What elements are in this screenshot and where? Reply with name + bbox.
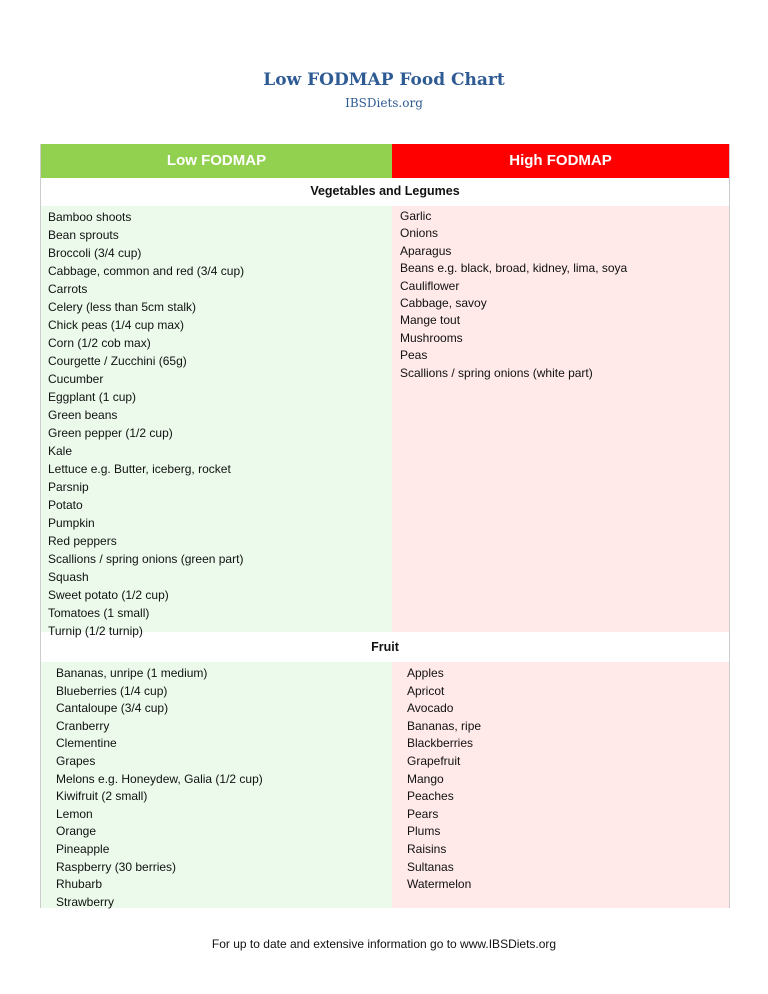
vegetables-low-list — [41, 206, 392, 638]
list-item: Aparagus — [400, 243, 452, 258]
list-item: Rhubarb — [56, 877, 103, 892]
list-item: Green beans — [48, 408, 118, 422]
page-subtitle: IBSDiets.org — [345, 96, 423, 110]
list-item: Pears — [407, 806, 439, 821]
list-item: Kale — [48, 444, 73, 458]
list-item: Garlic — [400, 209, 432, 223]
list-item: Clementine — [56, 736, 117, 751]
list-item: Kiwifruit (2 small) — [56, 789, 148, 804]
fruit-low-list — [41, 662, 392, 908]
list-item: Peaches — [407, 789, 454, 804]
list-item: Courgette / Zucchini (65g) — [48, 354, 187, 368]
list-item: Mange tout — [400, 313, 461, 328]
list-item: Turnip (1/2 turnip) — [48, 624, 143, 638]
list-item: Beans e.g. black, broad, kidney, lima, soya — [400, 261, 628, 276]
list-item: Cauliflower — [400, 278, 460, 293]
list-item: Peas — [400, 348, 428, 363]
low-fodmap-header: Low FODMAP — [41, 144, 392, 178]
list-item: Pineapple — [56, 841, 110, 856]
list-item: Sultanas — [407, 859, 454, 874]
list-item: Bamboo shoots — [48, 210, 132, 224]
list-item: Mango — [407, 771, 444, 786]
list-item: Avocado — [407, 701, 454, 716]
list-item: Corn (1/2 cob max) — [48, 336, 151, 350]
fruit-high-list — [392, 662, 729, 908]
list-item: Cucumber — [48, 372, 104, 386]
list-item: Cabbage, common and red (3/4 cup) — [48, 264, 245, 278]
list-item: Cabbage, savoy — [400, 296, 487, 311]
list-item: Parsnip — [48, 480, 89, 494]
list-item: Celery (less than 5cm stalk) — [48, 300, 197, 314]
list-item: Bean sprouts — [48, 228, 119, 242]
list-item: Raspberry (30 berries) — [56, 859, 177, 874]
list-item: Blackberries — [407, 736, 474, 751]
list-item: Scallions / spring onions (white part) — [400, 365, 593, 380]
fodmap-table — [40, 144, 730, 908]
list-item: Mushrooms — [400, 330, 463, 345]
list-item: Cranberry — [56, 718, 110, 733]
list-item: Tomatoes (1 small) — [48, 606, 150, 620]
list-item: Eggplant (1 cup) — [48, 390, 137, 404]
list-item: Bananas, unripe (1 medium) — [56, 666, 208, 680]
section-title-fruit: Fruit — [371, 640, 399, 654]
list-item: Strawberry — [56, 894, 115, 909]
list-item: Potato — [48, 498, 83, 512]
list-item: Melons e.g. Honeydew, Galia (1/2 cup) — [56, 771, 263, 786]
list-item: Watermelon — [407, 877, 472, 892]
list-item: Broccoli (3/4 cup) — [48, 246, 142, 260]
list-item: Lettuce e.g. Butter, iceberg, rocket — [48, 462, 231, 476]
list-item: Cantaloupe (3/4 cup) — [56, 701, 169, 716]
list-item: Grapefruit — [407, 753, 461, 768]
list-item: Grapes — [56, 753, 96, 768]
list-item: Blueberries (1/4 cup) — [56, 683, 168, 698]
list-item: Sweet potato (1/2 cup) — [48, 588, 169, 602]
footer-text: For up to date and extensive information go to www.IBSDiets.org — [211, 937, 557, 951]
list-item: Chick peas (1/4 cup max) — [48, 318, 185, 332]
list-item: Apricot — [407, 683, 445, 698]
page-title: Low FODMAP Food Chart — [263, 70, 505, 90]
section-title-vegetables: Vegetables and Legumes — [310, 184, 460, 198]
list-item: Onions — [400, 226, 439, 241]
vegetables-high-list — [392, 206, 729, 632]
high-fodmap-header: High FODMAP — [392, 144, 729, 178]
list-item: Green pepper (1/2 cup) — [48, 426, 173, 440]
list-item: Bananas, ripe — [407, 718, 482, 733]
list-item: Carrots — [48, 282, 88, 296]
list-item: Red peppers — [48, 534, 117, 548]
list-item: Lemon — [56, 806, 93, 821]
list-item: Plums — [407, 824, 441, 839]
list-item: Raisins — [407, 841, 447, 856]
list-item: Pumpkin — [48, 516, 95, 530]
list-item: Apples — [407, 666, 444, 680]
list-item: Orange — [56, 824, 97, 839]
list-item: Squash — [48, 570, 89, 584]
list-item: Scallions / spring onions (green part) — [48, 552, 244, 566]
